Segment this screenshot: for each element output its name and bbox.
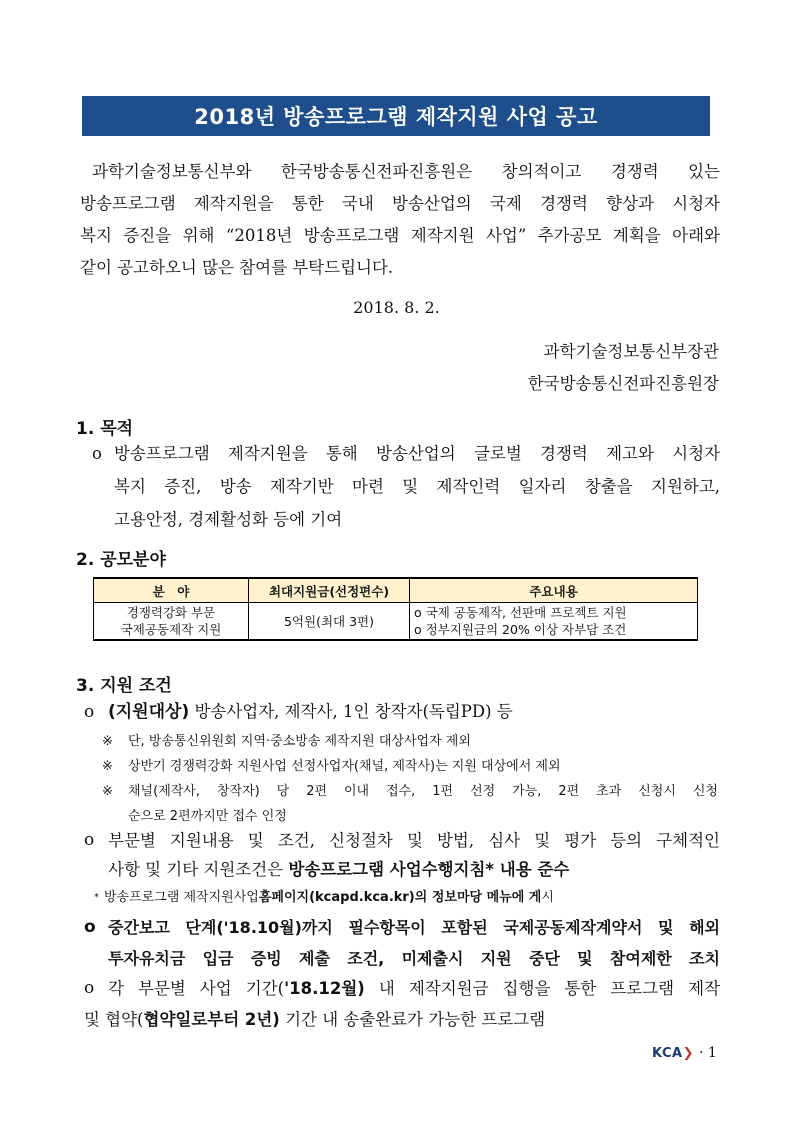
reference-mark: ※	[102, 734, 113, 749]
footnote-end: 시	[541, 890, 554, 905]
content-line: o 국제 공동제작, 선판매 프로젝트 지원	[414, 605, 627, 620]
note-line: 상반기 경쟁력강화 지원사업 선정사업자(채널, 제작사)는 지원 대상에서 제외	[128, 759, 561, 774]
table-row	[94, 603, 698, 641]
section1-body	[92, 437, 720, 536]
note-line: 채널(제작사, 창작자) 당 2편 이내 접수, 1편 선정 가능, 2편 초과 신청시 신청	[128, 784, 718, 799]
table-header: 분 야	[94, 578, 249, 603]
intro-line: 복지 증진을 위해 “2018년 방송프로그램 제작지원 사업” 추가공모 계획을 아래와	[80, 226, 720, 245]
table-cell-field	[94, 603, 249, 641]
intro-line: 과학기술정보통신부와 한국방송통신전파진흥원은 창의적이고 경쟁력 있는	[92, 162, 720, 181]
footnote-text: 방송프로그램 제작지원사업	[104, 890, 259, 905]
announcement-date: 2018. 8. 2.	[353, 298, 440, 317]
section3-heading: 3. 지원 조건	[76, 676, 172, 696]
footnote	[94, 886, 714, 910]
field-line: 경쟁력강화 부문	[126, 605, 216, 620]
page-number: · 1	[699, 1045, 717, 1061]
item-interim-report	[84, 912, 720, 974]
item-period	[84, 973, 720, 1035]
signatory-agency: 한국방송통신전파진흥원장	[527, 374, 719, 393]
interim-line: 투자유치금 입금 증빙 제출 조건, 미제출시 지원 중단 및 참여제한 조치	[108, 949, 720, 968]
interim-line: 중간보고 단계('18.10월)까지 필수항목이 포함된 국제공동제작계약서 및 해외	[108, 918, 720, 937]
table-header-row	[94, 578, 698, 603]
table-header: 최대지원금(선정편수)	[249, 578, 410, 603]
guideline-emphasis: 방송프로그램 사업수행지침* 내용 준수	[288, 860, 570, 879]
note-line: 단, 방송통신위원회 지역·중소방송 제작지원 대상사업자 제외	[128, 734, 471, 749]
content-line: o 정부지원금의 20% 이상 자부담 조건	[414, 622, 627, 637]
field-line: 국제공동제작 지원	[120, 622, 222, 637]
bullet-mark: o	[84, 702, 95, 722]
intro-line: 같이 공고하오니 많은 참여를 부탁드립니다.	[80, 258, 394, 277]
period-bold: 협약일로부터 2년)	[143, 1010, 280, 1029]
section2-heading: 2. 공모분야	[76, 550, 166, 570]
section1-line: 방송프로그램 제작지원을 통해 방송산업의 글로벌 경쟁력 제고와 시청자	[114, 444, 720, 463]
table-cell-amount: 5억원(최대 3편)	[249, 603, 410, 641]
logo-text: KCA	[652, 1046, 683, 1061]
funding-table	[93, 577, 698, 641]
section1-line: 복지 증진, 방송 제작기반 마련 및 제작인력 일자리 창출을 지원하고,	[114, 477, 720, 496]
kca-logo	[652, 1046, 694, 1061]
bullet-mark: o	[84, 917, 96, 937]
bullet-mark: o	[84, 978, 95, 998]
footnote-star: *	[94, 892, 99, 903]
target-text: 방송사업자, 제작사, 1인 창작자(독립PD) 등	[189, 702, 513, 721]
target-label: (지원대상)	[108, 702, 190, 722]
guideline-line: 부문별 지원내용 및 조건, 신청절차 및 방법, 심사 및 평가 등의 구체적인	[108, 831, 720, 850]
guideline-line: 사항 및 기타 지원조건은	[108, 860, 289, 879]
intro-paragraph	[80, 156, 720, 284]
reference-mark: ※	[102, 784, 113, 799]
item-guidelines	[84, 826, 720, 884]
section1-line: 고용안정, 경제활성화 등에 기여	[114, 510, 343, 529]
period-text: 및 협약(	[84, 1010, 144, 1029]
period-bold: '18.12월)	[284, 979, 365, 998]
signatory-ministry: 과학기술정보통신부장관	[543, 342, 719, 361]
note-line: 순으로 2편까지만 접수 인정	[128, 809, 287, 824]
notes-block	[102, 729, 718, 829]
table-cell-content	[410, 603, 698, 641]
bullet-mark: o	[84, 830, 95, 850]
period-text: 내 제작지원금 집행을 통한 프로그램 제작	[364, 979, 721, 998]
item-target	[84, 698, 720, 726]
logo-swoosh-icon: ❯	[682, 1046, 694, 1061]
section1-heading: 1. 목적	[76, 419, 134, 439]
period-text: 기간 내 송출완료가 가능한 프로그램	[279, 1010, 546, 1029]
title-banner	[82, 96, 710, 136]
reference-mark: ※	[102, 759, 113, 774]
intro-line: 방송프로그램 제작지원을 통한 국내 방송산업의 국제 경쟁력 향상과 시청자	[80, 194, 720, 213]
footnote-bold: 홈페이지(kcapd.kca.kr)의 정보마당 메뉴에 게	[258, 890, 542, 905]
bullet-mark: o	[92, 444, 102, 463]
page-title: 2018년 방송프로그램 제작지원 사업 공고	[194, 105, 598, 129]
period-text: 각 부문별 사업 기간(	[108, 979, 285, 998]
table-header: 주요내용	[410, 578, 698, 603]
